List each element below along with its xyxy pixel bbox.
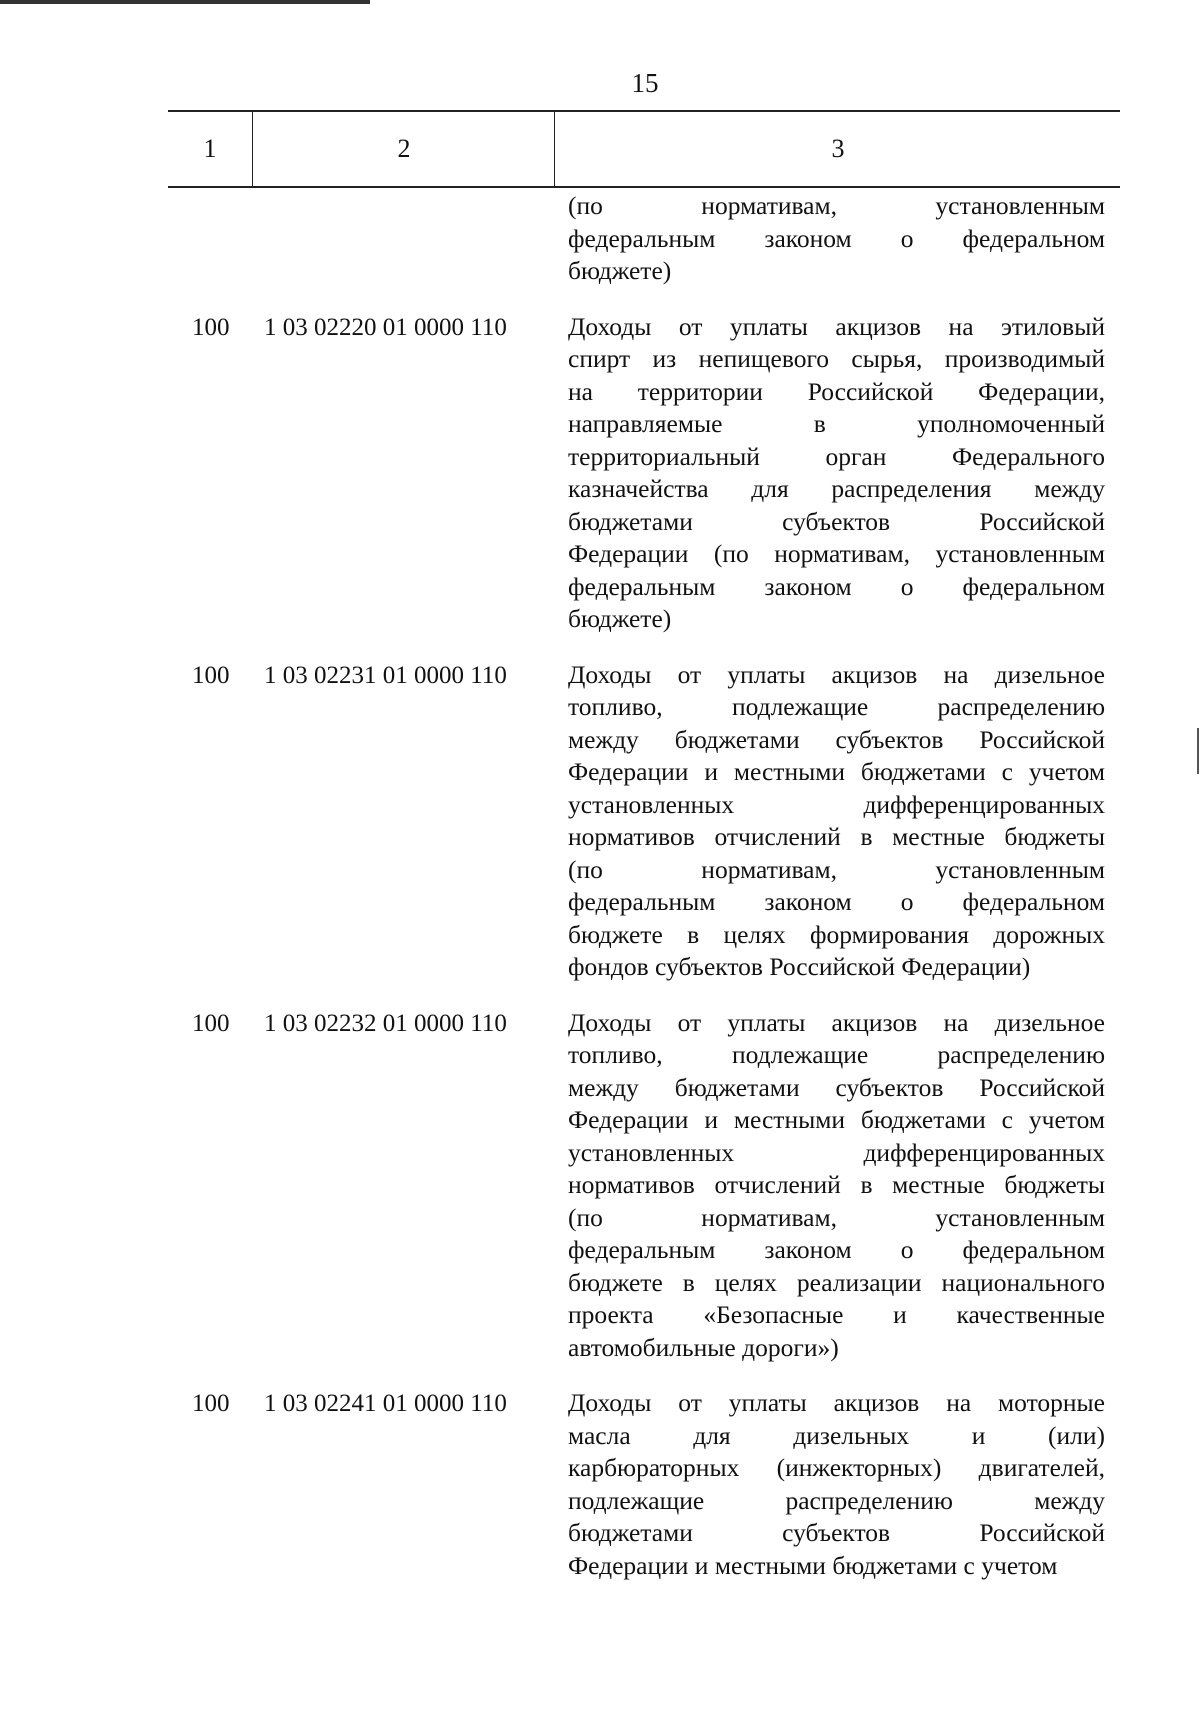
description-line: бюджете в целях реализации национального xyxy=(568,1267,1105,1297)
description-line: Федерации (по нормативам, установленным xyxy=(568,539,1105,568)
budget-classification-code-cell: 1 03 02241 01 0000 110 xyxy=(264,1390,507,1417)
description-line: бюджете в целях формирования дорожных xyxy=(568,919,1105,949)
header-col-1: 1 xyxy=(203,134,217,163)
revenue-description-cell xyxy=(568,1007,1105,1365)
description-line: (по нормативам, установленным xyxy=(568,191,1105,220)
table-row xyxy=(168,659,1120,984)
scan-edge-line xyxy=(0,0,370,4)
admin-code-cell: 100 xyxy=(192,1390,230,1417)
header-col-2: 2 xyxy=(252,112,555,186)
header-col-3: 3 xyxy=(554,112,1121,186)
description-line: Федерации и местными бюджетами с учетом xyxy=(568,757,1105,786)
description-line: федеральным законом о федеральном xyxy=(568,223,1105,253)
description-line: Доходы от уплаты акцизов на этиловый xyxy=(568,311,1105,341)
scan-margin-mark xyxy=(1197,728,1199,774)
budget-classification-code-cell: 1 03 02220 01 0000 110 xyxy=(264,313,507,341)
table-row xyxy=(168,311,1120,636)
admin-code-cell: 100 xyxy=(192,1009,230,1037)
description-line: подлежащие распределению между xyxy=(568,1485,1105,1515)
description-line: (по нормативам, установленным xyxy=(568,854,1105,884)
description-line: Доходы от уплаты акцизов на дизельное xyxy=(568,659,1105,689)
description-line: Федерации и местными бюджетами с учетом xyxy=(568,1105,1105,1134)
description-line: проекта «Безопасные и качественные xyxy=(568,1300,1105,1329)
table-row xyxy=(168,1387,1120,1582)
description-line: федеральным законом о федеральном xyxy=(568,887,1105,916)
description-line: масла для дизельных и (или) xyxy=(568,1420,1105,1450)
table-row xyxy=(168,1007,1120,1365)
description-line: фондов субъектов Российской Федерации) xyxy=(568,952,1031,981)
description-line: установленных дифференцированных xyxy=(568,1137,1105,1167)
description-line: казначейства для распределения между xyxy=(568,474,1105,503)
description-line: бюджетами субъектов Российской xyxy=(568,506,1105,536)
description-line: территориальный орган Федерального xyxy=(568,441,1105,471)
description-line: между бюджетами субъектов Российской xyxy=(568,724,1105,754)
description-line: Доходы от уплаты акцизов на дизельное xyxy=(568,1007,1105,1037)
table-body xyxy=(168,190,1120,1605)
budget-classification-code-cell: 1 03 02232 01 0000 110 xyxy=(264,1009,507,1037)
description-line: установленных дифференцированных xyxy=(568,789,1105,819)
description-line: карбюраторных (инжекторных) двигателей, xyxy=(568,1453,1105,1482)
admin-code-cell: 100 xyxy=(192,313,230,341)
description-line: спирт из непищевого сырья, производимый xyxy=(568,344,1105,373)
admin-code-cell: 100 xyxy=(192,661,230,689)
table-header-row xyxy=(168,110,1120,188)
description-line: (по нормативам, установленным xyxy=(568,1202,1105,1232)
description-line: топливо, подлежащие распределению xyxy=(568,1040,1105,1069)
description-line: нормативов отчислений в местные бюджеты xyxy=(568,822,1105,851)
description-line: Доходы от уплаты акцизов на моторные xyxy=(568,1388,1105,1417)
description-line: бюджете) xyxy=(568,256,672,285)
description-line: бюджетами субъектов Российской xyxy=(568,1518,1105,1547)
description-line: между бюджетами субъектов Российской xyxy=(568,1072,1105,1102)
revenue-description-cell xyxy=(568,1387,1105,1582)
table-row xyxy=(168,190,1120,288)
description-line: бюджете) xyxy=(568,604,672,633)
description-line: Федерации и местными бюджетами с учетом xyxy=(568,1550,1058,1580)
page-number: 15 xyxy=(631,68,659,98)
description-line: направляемые в уполномоченный xyxy=(568,409,1105,438)
description-line: федеральным законом о федеральном xyxy=(568,1235,1105,1264)
budget-classification-code-cell: 1 03 02231 01 0000 110 xyxy=(264,661,507,689)
description-line: автомобильные дороги») xyxy=(568,1332,839,1362)
revenue-description-cell xyxy=(568,311,1105,636)
description-line: топливо, подлежащие распределению xyxy=(568,692,1105,721)
description-line: на территории Российской Федерации, xyxy=(568,376,1105,406)
description-line: федеральным законом о федеральном xyxy=(568,571,1105,601)
revenue-description-cell xyxy=(568,659,1105,984)
description-line: нормативов отчислений в местные бюджеты xyxy=(568,1170,1105,1199)
revenue-description-cell xyxy=(568,190,1105,288)
